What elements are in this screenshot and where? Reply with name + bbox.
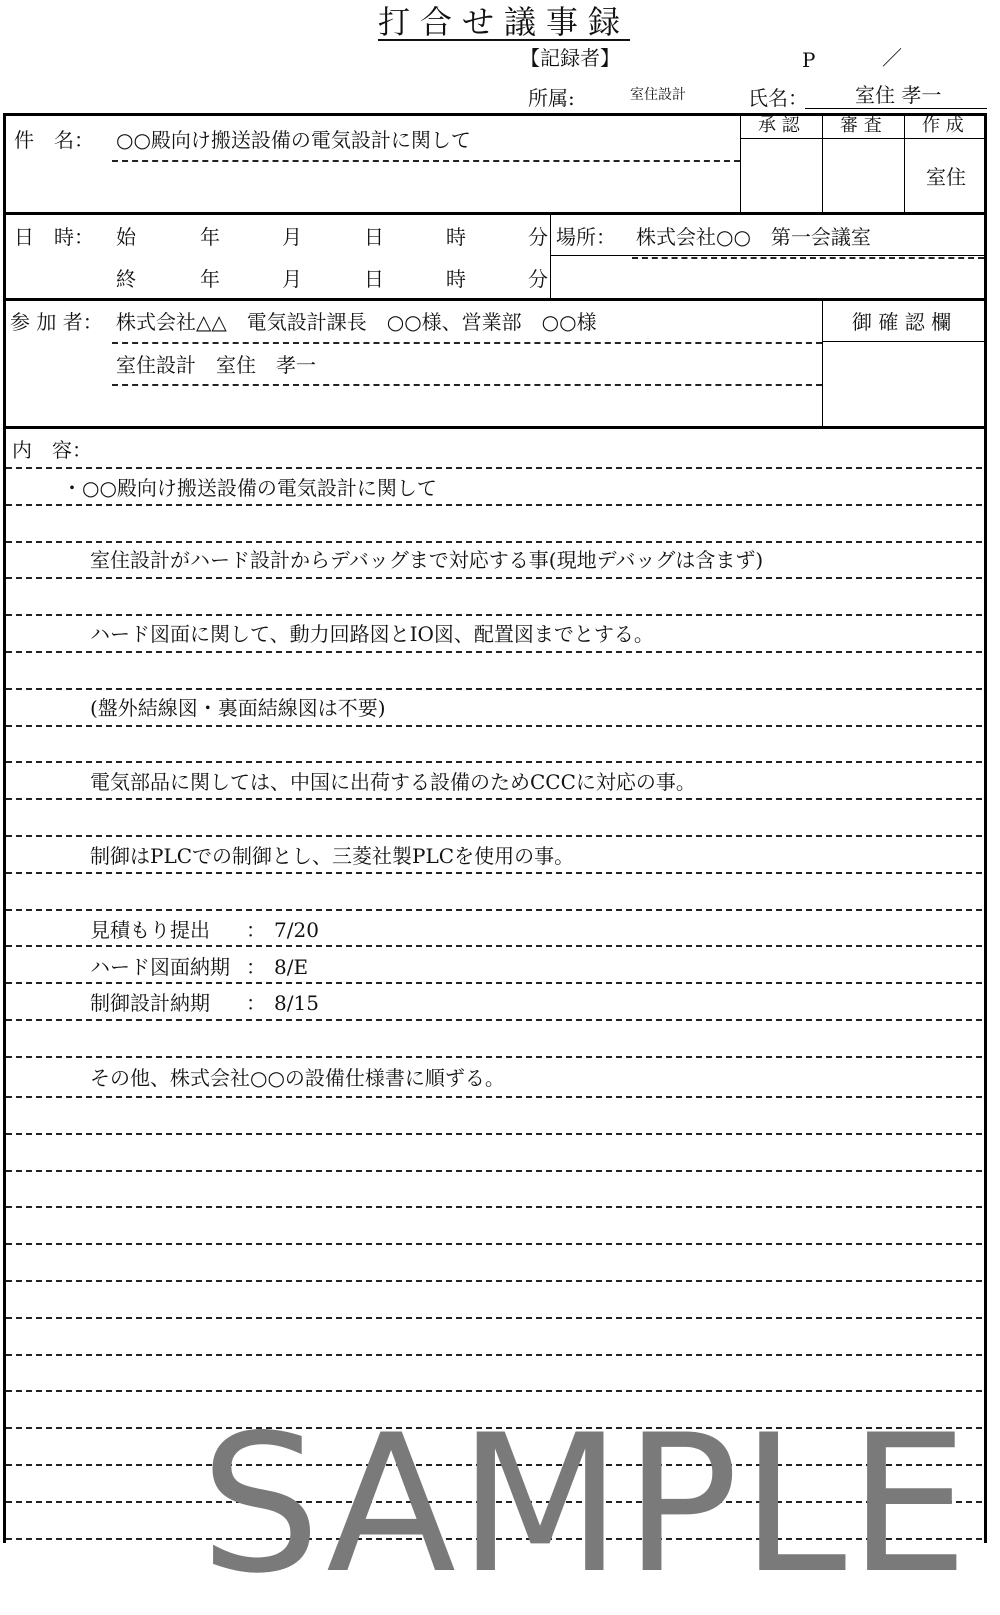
schedule-date-2: 8/E bbox=[274, 955, 309, 979]
start-month: 月 bbox=[282, 225, 302, 249]
page-label: P bbox=[802, 48, 816, 72]
name-label: 氏名： bbox=[748, 86, 808, 110]
ruled-dotted-line bbox=[6, 1170, 982, 1172]
ruled-dotted-line bbox=[6, 467, 982, 469]
ruled-dotted-line bbox=[6, 614, 982, 616]
start-label: 始 bbox=[116, 225, 136, 249]
participants-line-2: 室住設計 室住 孝一 bbox=[116, 353, 316, 377]
schedule-date-3: 8/15 bbox=[274, 991, 319, 1015]
creator-stamp: 室住 bbox=[926, 165, 966, 189]
content-label: 内 容： bbox=[12, 438, 92, 462]
schedule-item-2: ハード図面納期 bbox=[90, 955, 230, 979]
start-year: 年 bbox=[200, 225, 220, 249]
ruled-dotted-line bbox=[6, 504, 982, 506]
approval-header-line bbox=[740, 138, 986, 139]
participants-line-1: 株式会社△△ 電気設計課長 ○○様、営業部 ○○様 bbox=[116, 310, 597, 334]
place-box-left bbox=[550, 213, 551, 299]
end-month: 月 bbox=[282, 267, 302, 291]
affiliation-label: 所属: bbox=[528, 86, 575, 110]
place-value: 株式会社○○ 第一会議室 bbox=[636, 225, 871, 249]
ruled-dotted-line bbox=[6, 1280, 982, 1282]
participants-dotted-2 bbox=[112, 384, 822, 386]
page-title: 打合せ議事録 bbox=[378, 3, 631, 41]
ruled-dotted-line bbox=[6, 1317, 982, 1319]
schedule-sep-1: ： bbox=[246, 918, 266, 942]
place-box-bottom bbox=[550, 255, 986, 256]
content-line-6: 制御はPLCでの制御とし、三菱社製PLCを使用の事。 bbox=[90, 844, 575, 868]
content-line-1: ・○○殿向け搬送設備の電気設計に関して bbox=[62, 476, 437, 500]
datetime-label: 日 時： bbox=[14, 225, 94, 249]
end-day: 日 bbox=[364, 267, 384, 291]
approval-box-col3 bbox=[904, 113, 905, 213]
end-minute: 分 bbox=[528, 267, 548, 291]
ruled-dotted-line bbox=[6, 541, 982, 543]
confirm-box-header-line bbox=[822, 341, 986, 342]
frame-left bbox=[3, 113, 6, 1543]
end-hour: 時 bbox=[446, 267, 466, 291]
ruled-dotted-line bbox=[6, 577, 982, 579]
recorder-label: 【記録者】 bbox=[520, 46, 620, 70]
place-dotted-line bbox=[632, 257, 984, 259]
subject-value: ○○殿向け搬送設備の電気設計に関して bbox=[116, 128, 471, 152]
sample-watermark: SAMPLE bbox=[200, 1394, 971, 1615]
ruled-dotted-line bbox=[6, 1019, 982, 1021]
schedule-date-1: 7/20 bbox=[274, 918, 319, 942]
ruled-dotted-line bbox=[6, 1133, 982, 1135]
ruled-dotted-line bbox=[6, 651, 982, 653]
start-day: 日 bbox=[364, 225, 384, 249]
ruled-dotted-line bbox=[6, 1354, 982, 1356]
frame-right bbox=[984, 113, 987, 1543]
section-divider-1 bbox=[3, 212, 987, 215]
approval-header-review: 審 査 bbox=[840, 115, 882, 136]
participants-label: 参 加 者： bbox=[10, 310, 103, 334]
subject-dotted-line bbox=[112, 160, 740, 162]
ruled-dotted-line bbox=[6, 1390, 982, 1392]
approval-header-create: 作 成 bbox=[922, 115, 964, 136]
section-divider-2 bbox=[3, 298, 987, 301]
name-value: 室住 孝一 bbox=[855, 83, 942, 107]
start-hour: 時 bbox=[446, 225, 466, 249]
end-label: 終 bbox=[116, 267, 136, 291]
ruled-dotted-line bbox=[6, 982, 982, 984]
ruled-dotted-line bbox=[6, 945, 982, 947]
section-divider-3 bbox=[3, 426, 987, 429]
schedule-sep-3: ： bbox=[246, 991, 266, 1015]
ruled-dotted-line bbox=[6, 835, 982, 837]
schedule-item-3: 制御設計納期 bbox=[90, 991, 210, 1015]
confirm-box-left bbox=[822, 299, 823, 427]
content-line-3: ハード図面に関して、動力回路図とIO図、配置図までとする。 bbox=[90, 622, 654, 646]
affiliation-value: 室住設計 bbox=[630, 87, 686, 103]
schedule-item-1: 見積もり提出 bbox=[90, 918, 210, 942]
content-line-7: その他、株式会社○○の設備仕様書に順ずる。 bbox=[90, 1066, 505, 1090]
ruled-dotted-line bbox=[6, 725, 982, 727]
ruled-dotted-line bbox=[6, 1096, 982, 1098]
approval-box-col2 bbox=[822, 113, 823, 213]
ruled-dotted-line bbox=[6, 872, 982, 874]
subject-label: 件 名： bbox=[14, 128, 94, 152]
ruled-dotted-line bbox=[6, 688, 982, 690]
ruled-dotted-line bbox=[6, 1206, 982, 1208]
place-label: 場所： bbox=[556, 225, 616, 249]
participants-dotted-1 bbox=[112, 342, 822, 344]
ruled-dotted-line bbox=[6, 798, 982, 800]
ruled-dotted-line bbox=[6, 761, 982, 763]
start-minute: 分 bbox=[528, 225, 548, 249]
approval-box-left bbox=[740, 113, 741, 213]
content-line-2: 室住設計がハード設計からデバッグまで対応する事(現地デバッグは含まず) bbox=[90, 548, 764, 572]
page-separator: ／ bbox=[882, 46, 902, 70]
content-line-4: (盤外結線図・裏面結線図は不要) bbox=[90, 696, 386, 720]
confirm-label: 御 確 認 欄 bbox=[852, 310, 952, 334]
schedule-sep-2: ： bbox=[246, 955, 266, 979]
content-line-5: 電気部品に関しては、中国に出荷する設備のためCCCに対応の事。 bbox=[90, 770, 696, 794]
ruled-dotted-line bbox=[6, 909, 982, 911]
ruled-dotted-line bbox=[6, 1056, 982, 1058]
approval-header-approve: 承 認 bbox=[758, 115, 800, 136]
name-underline bbox=[805, 108, 987, 109]
end-year: 年 bbox=[200, 267, 220, 291]
ruled-dotted-line bbox=[6, 1243, 982, 1245]
